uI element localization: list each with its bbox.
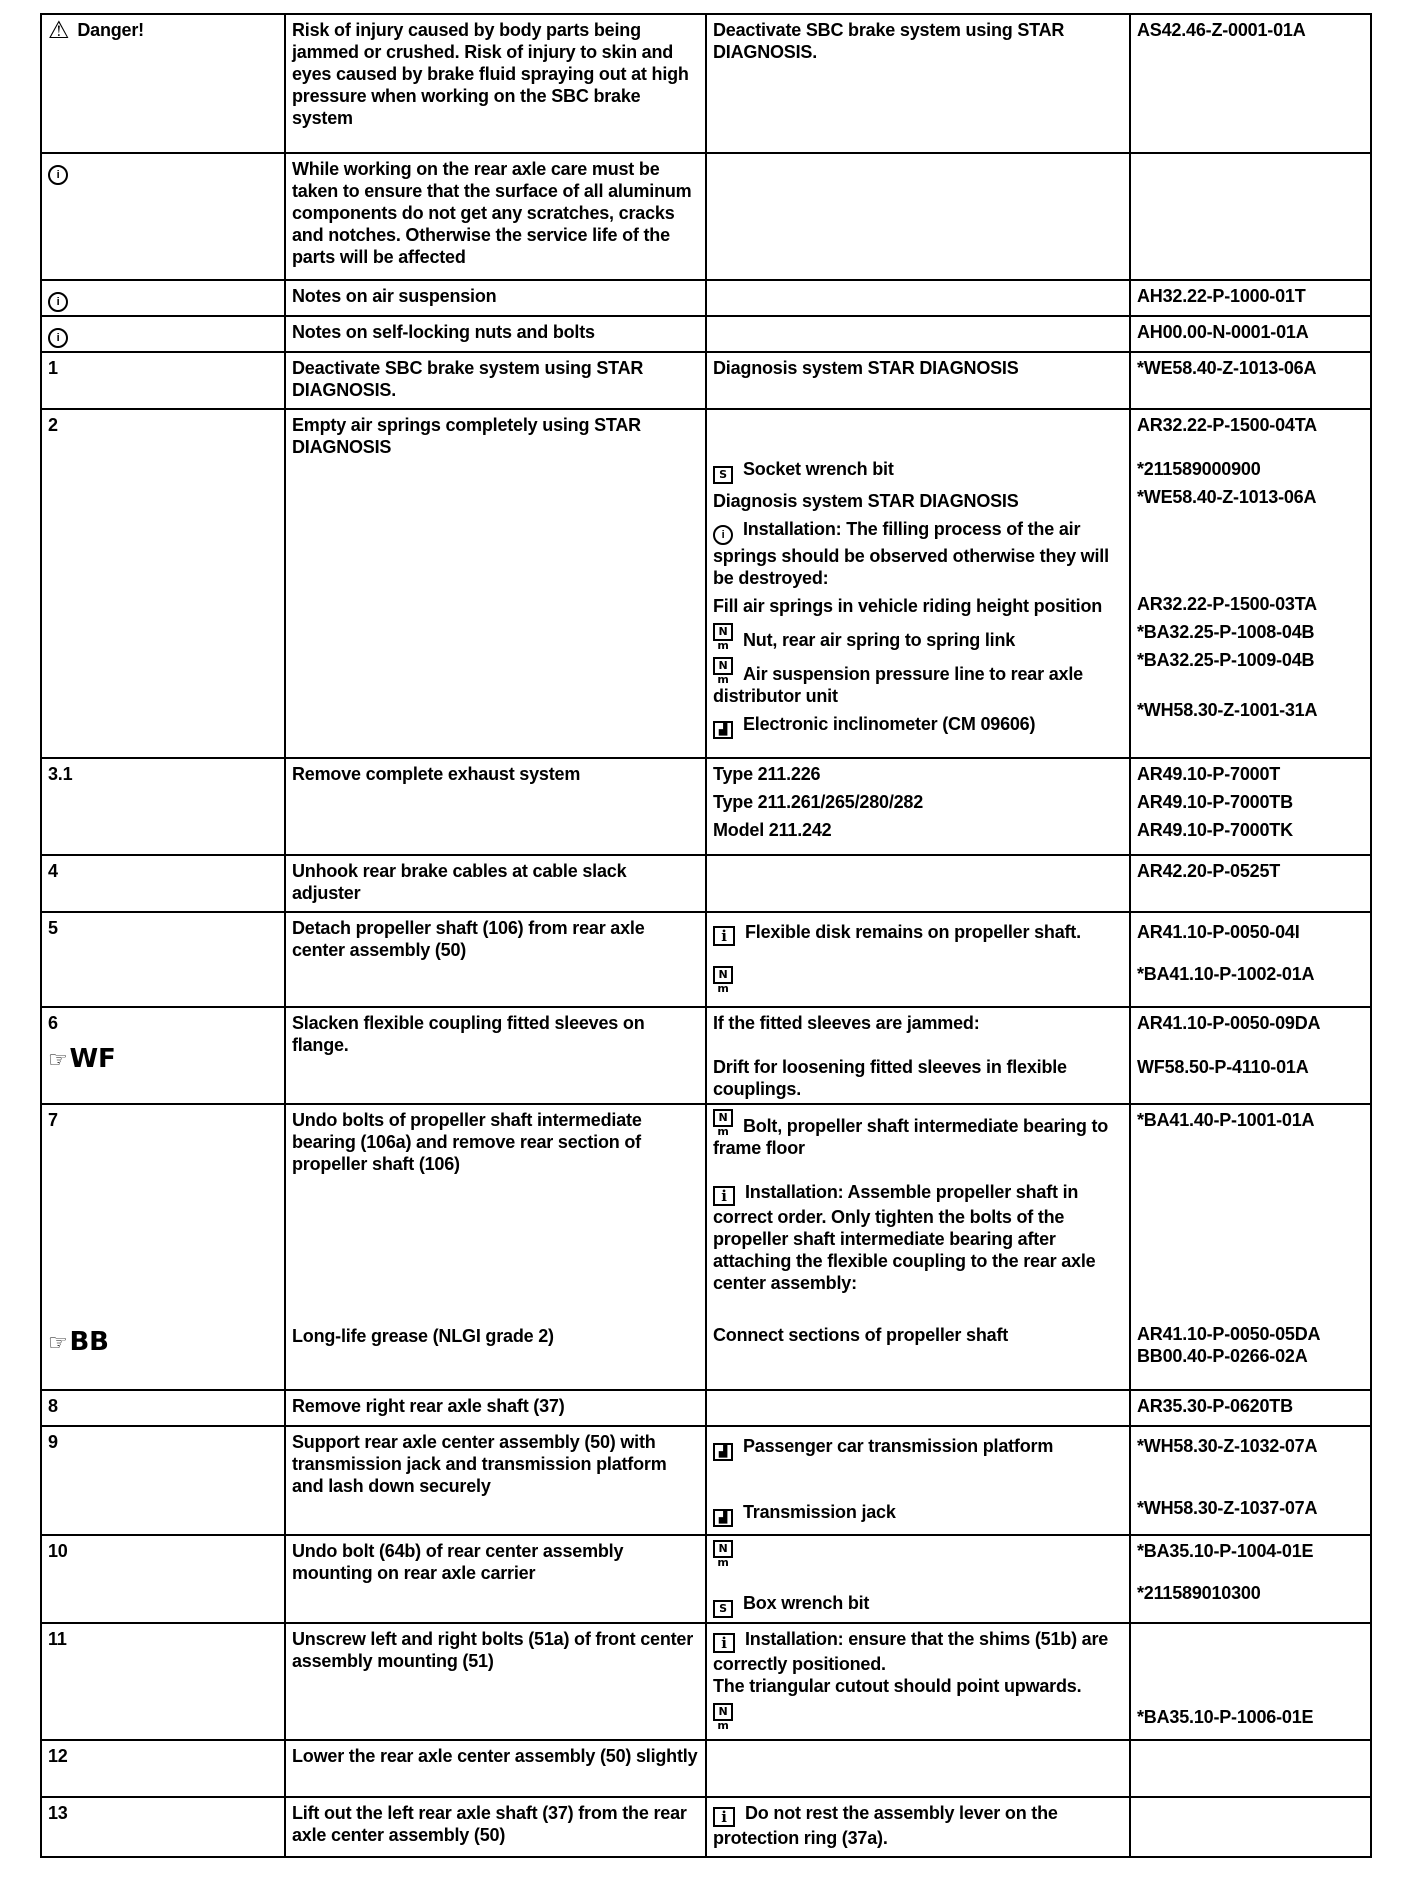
step-reference: AR32.22-P-1500-04TA *211589000900 *WE58.40-Z-1013-06A AR32.22-P-1500-03TA *BA32.25-P-1008-04B *BA32.25-P-1009-04B *WH58.30-Z-1001-31A (1130, 409, 1371, 758)
socket-wrench-icon: S (713, 466, 733, 484)
step-number: 10 (41, 1535, 285, 1623)
procedure-table (40, 13, 1372, 1858)
step-description: Remove right rear axle shaft (37) (285, 1390, 706, 1426)
step-number: 13 (41, 1797, 285, 1857)
table-row (41, 1104, 1371, 1390)
table-row (41, 409, 1371, 758)
step-reference: *BA41.40-P-1001-01A AR41.10-P-0050-05DA BB00.40-P-0266-02A (1130, 1104, 1371, 1390)
step-number: 3.1 (41, 758, 285, 855)
step-reference: *WH58.30-Z-1032-07A *WH58.30-Z-1037-07A (1130, 1426, 1371, 1535)
torque-icon: Nm (713, 1703, 733, 1721)
step-reference: AS42.46-Z-0001-01A (1130, 14, 1371, 153)
step-reference: AR42.20-P-0525T (1130, 855, 1371, 912)
special-tool-icon: ▟ (713, 1509, 733, 1527)
torque-icon: Nm (713, 966, 733, 984)
torque-icon: Nm (713, 623, 733, 641)
special-tool-icon: ▟ (713, 721, 733, 739)
step-reference (1130, 1797, 1371, 1857)
step-description: Slacken flexible coupling fitted sleeves on flange. (285, 1007, 706, 1104)
step-detail (706, 153, 1130, 280)
warning-icon: ⚠ (48, 17, 70, 44)
torque-icon: Nm (713, 657, 733, 675)
step-detail (706, 1390, 1130, 1426)
step-detail: S Socket wrench bit Diagnosis system STAR DIAGNOSIS i Installation: The filling process of the air springs should be observed otherwise they will be destroyed: Fill air springs in vehicle riding height position Nm Nut, rear air spring to spring link Nm Air suspension pressure line to rear axle distributor unit ▟ Electronic inclinometer (CM 09606) (706, 409, 1130, 758)
step-reference: *WE58.40-Z-1013-06A (1130, 352, 1371, 409)
step-detail: i Flexible disk remains on propeller shaft. Nm (706, 912, 1130, 1007)
table-row (41, 1740, 1371, 1797)
step-number: 4 (41, 855, 285, 912)
step-reference (1130, 1740, 1371, 1797)
step-reference: AR49.10-P-7000T AR49.10-P-7000TB AR49.10-P-7000TK (1130, 758, 1371, 855)
step-description: Empty air springs completely using STAR DIAGNOSIS (285, 409, 706, 758)
step-reference: *BA35.10-P-1006-01E (1130, 1623, 1371, 1740)
step-number: 7 ☞BB (41, 1104, 285, 1390)
step-number: 2 (41, 409, 285, 758)
socket-wrench-icon: S (713, 1600, 733, 1618)
step-reference: AH00.00-N-0001-01A (1130, 316, 1371, 352)
step-detail: Nm S Box wrench bit (706, 1535, 1130, 1623)
step-description: Undo bolt (64b) of rear center assembly mounting on rear axle carrier (285, 1535, 706, 1623)
table-row (41, 153, 1371, 280)
step-description: While working on the rear axle care must be taken to ensure that the surface of all aluminum components do not get any scratches, cracks and notches. Otherwise the service life of the parts will be affected (285, 153, 706, 280)
step-description: Detach propeller shaft (106) from rear axle center assembly (50) (285, 912, 706, 1007)
note-icon: i (48, 292, 68, 312)
step-reference: AH32.22-P-1000-01T (1130, 280, 1371, 316)
step-detail: ▟ Passenger car transmission platform ▟ Transmission jack (706, 1426, 1130, 1535)
table-row (41, 352, 1371, 409)
step-detail: Nm Bolt, propeller shaft intermediate bearing to frame floor i Installation: Assemble propeller shaft in correct order. Only tighten the bolts of the propeller shaft intermediate bearing after attaching the flexible coupling to the rear axle center assembly: Connect sections of propeller shaft (706, 1104, 1130, 1390)
torque-icon: Nm (713, 1109, 733, 1127)
step-detail (706, 280, 1130, 316)
table-row (41, 912, 1371, 1007)
step-reference: *BA35.10-P-1004-01E *211589010300 (1130, 1535, 1371, 1623)
step-detail: If the fitted sleeves are jammed: Drift for loosening fitted sleeves in flexible couplings. (706, 1007, 1130, 1104)
step-description: Risk of injury caused by body parts being jammed or crushed. Risk of injury to skin and eyes caused by brake fluid spraying out at high pressure when working on the SBC brake system (285, 14, 706, 153)
step-number: 11 (41, 1623, 285, 1740)
step-detail: i Do not rest the assembly lever on the protection ring (37a). (706, 1797, 1130, 1857)
info-icon: i (713, 1633, 735, 1653)
step-detail: i Installation: ensure that the shims (51b) are correctly positioned. The triangular cutout should point upwards. Nm (706, 1623, 1130, 1740)
step-detail (706, 316, 1130, 352)
step-number: 12 (41, 1740, 285, 1797)
table-row (41, 1623, 1371, 1740)
table-row (41, 1007, 1371, 1104)
table-row (41, 758, 1371, 855)
step-detail (706, 1740, 1130, 1797)
step-reference: AR41.10-P-0050-04I *BA41.10-P-1002-01A (1130, 912, 1371, 1007)
step-description: Notes on air suspension (285, 280, 706, 316)
step-description: Lift out the left rear axle shaft (37) from the rear axle center assembly (50) (285, 1797, 706, 1857)
table-row (41, 280, 1371, 316)
pointing-hand-icon: ☞ (48, 1331, 68, 1356)
table-row (41, 1797, 1371, 1857)
step-number: 1 (41, 352, 285, 409)
step-detail: Type 211.226 Type 211.261/265/280/282 Model 211.242 (706, 758, 1130, 855)
step-detail: Diagnosis system STAR DIAGNOSIS (706, 352, 1130, 409)
step-cell (41, 316, 285, 352)
step-detail: Deactivate SBC brake system using STAR DIAGNOSIS. (706, 14, 1130, 153)
step-cell (41, 153, 285, 280)
step-number: 9 (41, 1426, 285, 1535)
step-detail (706, 855, 1130, 912)
step-reference: AR41.10-P-0050-09DA WF58.50-P-4110-01A (1130, 1007, 1371, 1104)
danger-label: Danger! (77, 20, 144, 40)
table-row (41, 316, 1371, 352)
step-description: Undo bolts of propeller shaft intermediate bearing (106a) and remove rear section of propeller shaft (106) Long-life grease (NLGI grade 2) (285, 1104, 706, 1390)
info-icon: i (713, 1807, 735, 1827)
step-description: Deactivate SBC brake system using STAR DIAGNOSIS. (285, 352, 706, 409)
step-cell (41, 280, 285, 316)
note-icon: i (713, 525, 733, 545)
info-icon: i (713, 926, 735, 946)
table-row (41, 855, 1371, 912)
step-reference (1130, 153, 1371, 280)
info-icon: i (713, 1186, 735, 1206)
step-description: Lower the rear axle center assembly (50) slightly (285, 1740, 706, 1797)
note-icon: i (48, 328, 68, 348)
pointing-hand-icon: ☞ (48, 1048, 68, 1073)
step-number: 5 (41, 912, 285, 1007)
step-description: Unhook rear brake cables at cable slack adjuster (285, 855, 706, 912)
step-description: Remove complete exhaust system (285, 758, 706, 855)
note-icon: i (48, 165, 68, 185)
special-tool-icon: ▟ (713, 1443, 733, 1461)
table-row (41, 1535, 1371, 1623)
step-description: Unscrew left and right bolts (51a) of front center assembly mounting (51) (285, 1623, 706, 1740)
table-row (41, 14, 1371, 153)
table-row (41, 1390, 1371, 1426)
torque-icon: Nm (713, 1540, 733, 1558)
bb-reference: ☞BB (48, 1327, 109, 1357)
step-reference: AR35.30-P-0620TB (1130, 1390, 1371, 1426)
table-row (41, 1426, 1371, 1535)
step-number: 8 (41, 1390, 285, 1426)
step-description: Support rear axle center assembly (50) with transmission jack and transmission platform and lash down securely (285, 1426, 706, 1535)
step-number: 6 ☞WF (41, 1007, 285, 1104)
step-cell (41, 14, 285, 153)
wf-reference: ☞WF (48, 1044, 116, 1074)
step-description: Notes on self-locking nuts and bolts (285, 316, 706, 352)
